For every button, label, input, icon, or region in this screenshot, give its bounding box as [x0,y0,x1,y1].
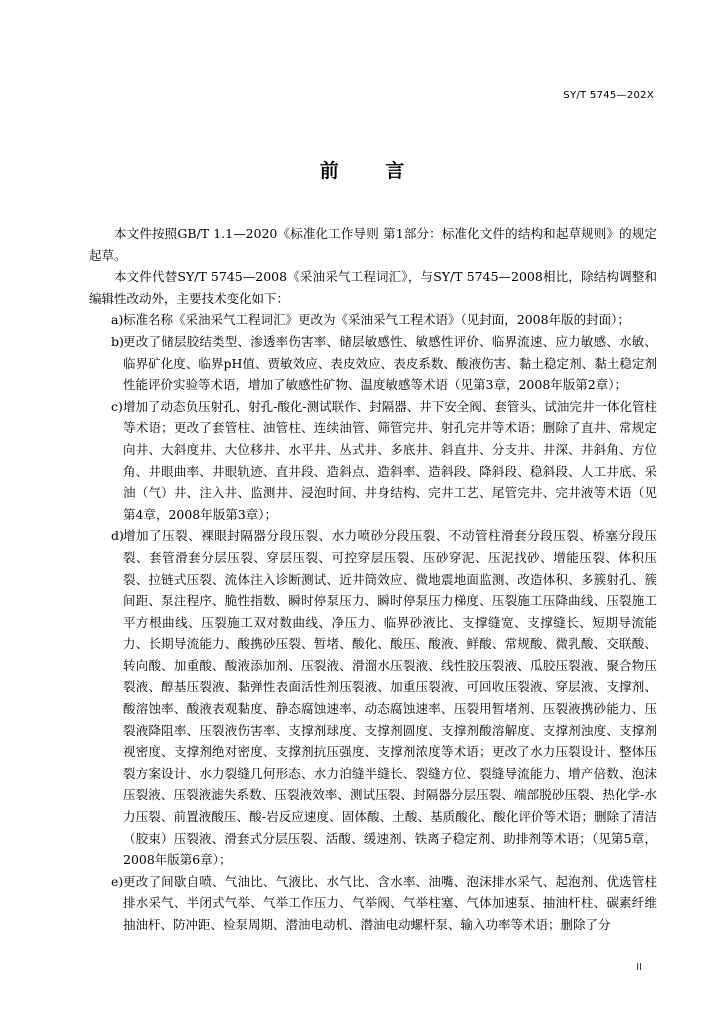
page-title: 前 言 [319,160,425,182]
list-item [89,331,657,396]
list-marker: e) [111,873,124,889]
body-text [89,223,657,936]
list-item-text: 更改了储层胶结类型、渗透率伤害率、储层敏感性、敏感性评价、临界流速、应力敏感、水敏、临界矿化度、临界pH值、贾敏效应、表皮效应、表皮系数、酸液伤害、黏土稳定剂、黏土稳定剂性能评价实验等术语，增加了敏感性矿物、温度敏感等术语（见第3章，2008年版第2章）； [123,333,657,393]
document-code: SY/T 5745—202X [563,90,654,101]
list-item-text: 更改了间歇自喷、气油比、气液比、水气比、含水率、油嘴、泡沫排水采气、起泡剂、优选管柱排水采气、半闭式气举、气举工作压力、气举阀、气举柱塞、气体加速泵、抽油杆柱、碳素纤维抽油杆、防冲距、检泵周期、潜油电动机、潜油电动螺杆泵、输入功率等术语；删除了分 [123,873,657,932]
list-marker: b) [111,333,124,349]
list-item [89,309,657,331]
page-number: II [636,962,642,973]
list-item-text: 标准名称《采油采气工程词汇》更改为《采油采气工程术语》（见封面，2008年版的封面）； [123,312,630,328]
list-item [89,525,657,871]
list-item-text: 增加了压裂、裸眼封隔器分段压裂、水力喷砂分段压裂、不动管柱滑套分段压裂、桥塞分段压裂、套管滑套分层压裂、穿层压裂、可控穿层压裂、压砂穿泥、压泥找砂、增能压裂、体积压裂、拉链式压裂、流体注入诊断测试、近井筒效应、微地震地面监测、改造体积、多簇射孔、簇间距、泵注程序、脆性指数、瞬时停泵压力、瞬时停泵压力梯度、压裂施工压降曲线、压裂施工平方根曲线、压裂施工双对数曲线、净压力、临界砂液比、支撑缝宽、支撑缝长、短期导流能力、长期导流能力、酸携砂压裂、暂堵、酸化、酸压、酸液、鲜酸、常规酸、微乳酸、交联酸、转向酸、加重酸、酸液添加剂、压裂液、滑溜水压裂液、线性胶压裂液、瓜胶压裂液、聚合物压裂液、醇基压裂液、黏弹性表面活性剂压裂液、加重压裂液、可回收压裂液、穿层液、支撑剂、酸溶蚀率、酸液表观黏度、静态腐蚀速率、动态腐蚀速率、压裂用暂堵剂、压裂液携砂能力、压裂液降阻率、压裂液伤害率、支撑剂球度、支撑剂圆度、支撑剂酸溶解度、支撑剂浊度、支撑剂视密度、支撑剂绝对密度、支撑剂抗压强度、支撑剂浓度等术语；更改了水力压裂设计、整体压裂方案设计、水力裂缝几何形态、水力泊缝半缝长、裂缝方位、裂缝导流能力、增产倍数、泡沫压裂液、压裂液滤失系数、压裂液效率、测试压裂、封隔器分层压裂、端部脱砂压裂、热化学-水力压裂、前置液酸压、酸-岩反应速度、固体酸、土酸、基质酸化、酸化评价等术语；删除了清洁（胶束）压裂液、滑套式分层压裂、活酸、缓速剂、铁离子稳定剂、助排剂等术语；（见第5章，2008年版第6章）； [123,528,657,868]
paragraph: 本文件代替SY/T 5745—2008《采油采气工程词汇》，与SY/T 5745—2008相比，除结构调整和编辑性改动外，主要技术变化如下： [89,269,657,306]
list-item [89,396,657,526]
list-item-text: 增加了动态负压射孔、射孔-酸化-测试联作、封隔器、井下安全阀、套管头、试油完井一体化管柱等术语；更改了套管柱、油管柱、连续油管、筛管完井、射孔完井等术语；删除了直井、常规定向井、大斜度井、大位移井、水平井、丛式井、多底井、斜直井、分支井、井深、井斜角、方位角、井眼曲率、井眼轨迹、直井段、造斜点、造斜率、造斜段、降斜段、稳斜段、人工井底、采油（气）井、注入井、监测井、浸泡时间、井身结构、完井工艺、尾管完井、完井液等术语（见第4章，2008年版第3章）； [123,398,657,522]
list-marker: d) [111,528,124,544]
list-item [89,871,657,936]
list-marker: c) [111,398,123,414]
list-marker: a) [111,312,124,328]
paragraph: 本文件按照GB/T 1.1—2020《标准化工作导则 第1部分：标准化文件的结构和起草规则》的规定起草。 [89,226,657,263]
